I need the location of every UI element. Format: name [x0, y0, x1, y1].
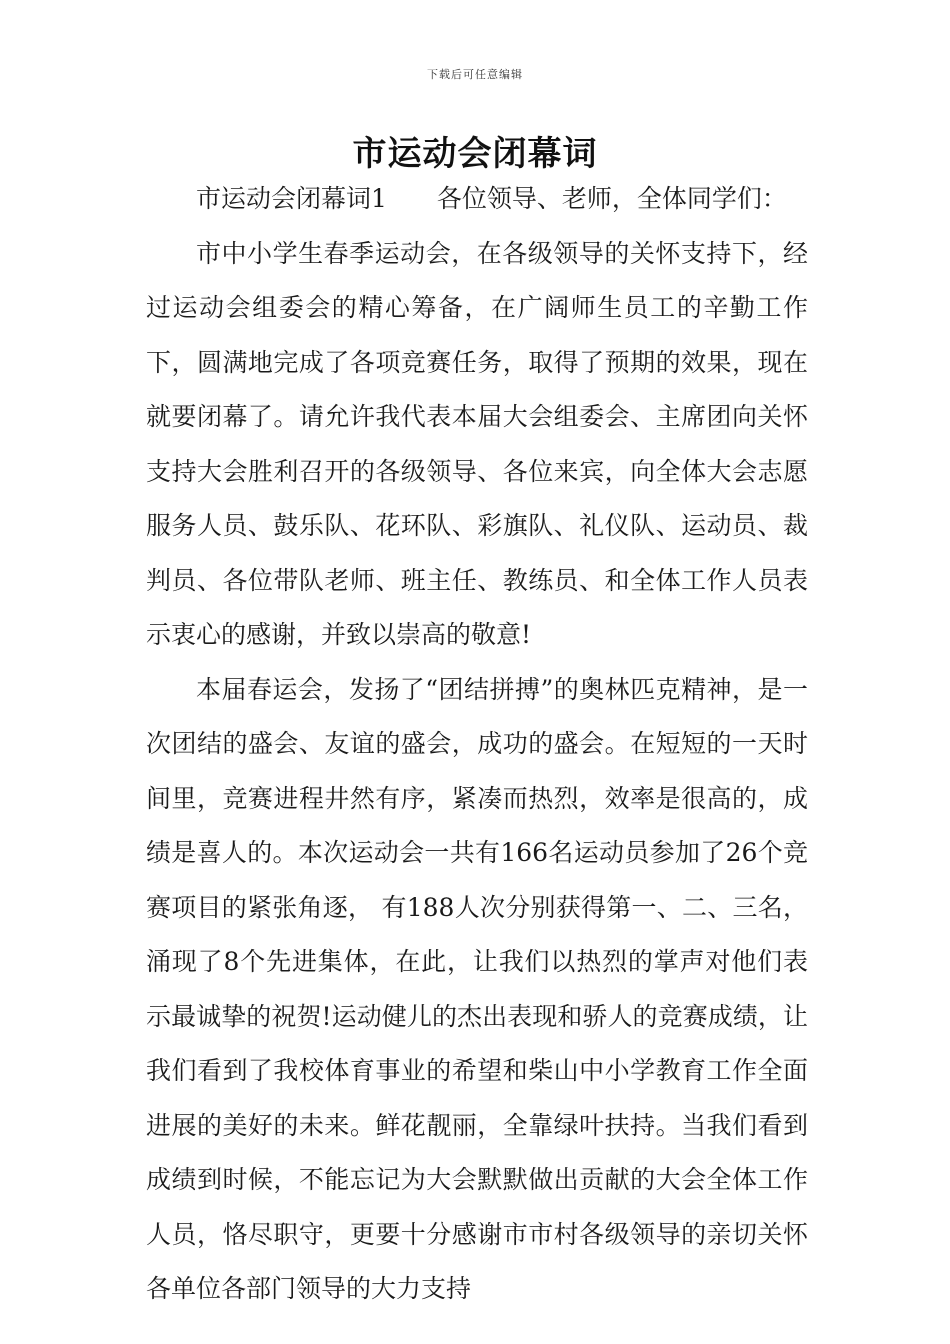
subtitle-line	[146, 172, 808, 227]
paragraph-1: 市中小学生春季运动会，在各级领导的关怀支持下，经过运动会组委会的精心筹备，在广阔师生员工的辛勤工作下，圆满地完成了各项竞赛任务，取得了预期的效果，现在就要闭幕了。请允许我代表本届大会组委会、主席团向关怀支持大会胜利召开的各级领导、各位来宾，向全体大会志愿服务人员、鼓乐队、花环队、彩旗队、礼仪队、运动员、裁判员、各位带队老师、班主任、教练员、和全体工作人员表示衷心的感谢，并致以崇高的敬意!	[146, 238, 808, 649]
header-note: 下载后可任意编辑	[427, 68, 523, 81]
document-title: 市运动会闭幕词	[352, 134, 598, 174]
document-body	[146, 172, 808, 1317]
salutation: 各位领导、老师，全体同学们：	[436, 184, 787, 213]
document-subtitle: 市运动会闭幕词1	[196, 184, 387, 213]
paragraph-2: 本届春运会，发扬了“团结拼搏”的奥林匹克精神，是一次团结的盛会、友谊的盛会，成功的盛会。在短短的一天时间里，竞赛进程井然有序，紧凑而热烈，效率是很高的，成绩是喜人的。本次运动会一共有166名运动员参加了26个竞赛项目的紧张角逐， 有188人次分别获得第一、二、三名，涌现了8个先进集体，在此，让我们以热烈的掌声对他们表示最诚挚的祝贺!运动健儿的杰出表现和骄人的竞赛成绩，让我们看到了我校体育事业的希望和柴山中小学教育工作全面进展的美好的未来。鲜花靓丽，全靠绿叶扶持。当我们看到成绩到时候，不能忘记为大会默默做出贡献的大会全体工作人员，恪尽职守，更要十分感谢市市村各级领导的亲切关怀各单位各部门领导的大力支持	[146, 674, 808, 1303]
